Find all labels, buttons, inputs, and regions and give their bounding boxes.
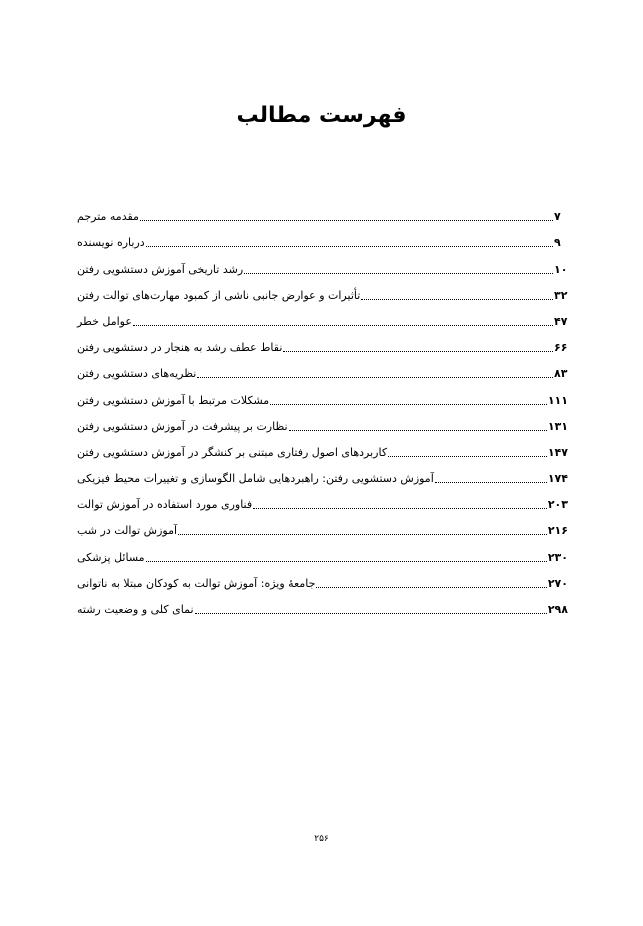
toc-entry — [75, 224, 568, 250]
dot-leader — [435, 482, 547, 483]
toc-entry-title: مقدمه مترجم — [77, 210, 139, 224]
toc-entry — [75, 460, 568, 486]
dot-leader — [195, 613, 547, 614]
toc-entry-page-number: ۷ — [554, 210, 561, 224]
dot-leader — [133, 325, 553, 326]
toc-entry-title: آموزش توالت در شب — [77, 524, 178, 538]
toc-entry — [75, 538, 568, 564]
toc-entry-page-number: ۳۲ — [554, 288, 568, 302]
toc-entry-page-number: ۱۴۷ — [547, 445, 568, 459]
toc-entry-title: عوامل خطر — [77, 314, 132, 328]
toc-entry-page-number: ۹ — [554, 236, 561, 250]
toc-entry-title: رشد تاریخی آموزش دستشویی رفتن — [77, 262, 244, 276]
dot-leader — [244, 273, 553, 274]
toc-entry — [75, 355, 568, 381]
dot-leader — [253, 508, 547, 509]
dot-leader — [289, 430, 547, 431]
toc-entry-title: آموزش دستشویی رفتن: راهبردهایی شامل الگوسازی و تغییرات محیط فیزیکی — [77, 472, 434, 486]
dot-leader — [146, 561, 547, 562]
toc-entry-title: مسائل پزشکی — [77, 550, 145, 564]
dot-leader — [197, 377, 553, 378]
toc-entry — [75, 277, 568, 303]
toc-entry-page-number: ۱۷۴ — [547, 472, 568, 486]
toc-entry-page-number: ۲۱۶ — [547, 524, 568, 538]
toc-entry-page-number: ۱۳۱ — [547, 419, 568, 433]
toc-entry-page-number: ۲۷۰ — [547, 576, 568, 590]
dot-leader — [316, 587, 546, 588]
toc-entry-title: فناوری مورد استفاده در آموزش توالت — [77, 498, 253, 512]
dot-leader — [361, 299, 553, 300]
toc-entry-title: نظارت بر پیشرفت در آموزش دستشویی رفتن — [77, 419, 288, 433]
toc-entry-page-number: ۲۳۰ — [547, 550, 568, 564]
toc-entry-title: درباره نویسنده — [77, 236, 145, 250]
toc-entry-page-number: ۴۷ — [554, 314, 568, 328]
toc-entry-title: جامعهٔ ویژه: آموزش توالت به کودکان مبتلا به ناتوانی — [77, 576, 316, 590]
toc-entry-title: کاربردهای اصول رفتاری مبتنی بر کنشگر در آموزش دستشویی رفتن — [77, 445, 388, 459]
toc-entry-title: تأثیرات و عوارض جانبی ناشی از کمبود مهارت‌های توالت رفتن — [77, 288, 361, 302]
dot-leader — [388, 456, 547, 457]
toc-entry — [75, 381, 568, 407]
dot-leader — [146, 246, 553, 247]
toc-entry-page-number: ۶۶ — [554, 341, 568, 355]
toc-entry — [75, 408, 568, 434]
toc-entry — [75, 303, 568, 329]
page-title: فهرست مطالب — [236, 103, 407, 128]
toc-entry — [75, 512, 568, 538]
toc-entry-title: نظریه‌های دستشویی رفتن — [77, 367, 197, 381]
toc-entry-page-number: ۲۹۸ — [547, 603, 568, 616]
toc-entry-page-number: ۱۱۱ — [547, 393, 568, 407]
toc-entry-title: نقاط عطف رشد به هنجار در دستشویی رفتن — [77, 341, 283, 355]
toc-entry — [75, 329, 568, 355]
toc-entry-title: مشکلات مرتبط با آموزش دستشویی رفتن — [77, 393, 270, 407]
dot-leader — [140, 220, 553, 221]
toc-entry-title: نمای کلی و وضعیت رشته — [77, 603, 194, 616]
toc-entry-page-number: ۱۰ — [554, 262, 568, 276]
toc-entry-page-number: ۸۳ — [554, 367, 568, 381]
toc-entry — [75, 250, 568, 276]
toc-entry — [75, 486, 568, 512]
toc-entry-page-number: ۲۰۳ — [547, 498, 568, 512]
toc-entry — [75, 198, 568, 224]
toc-entry — [75, 434, 568, 460]
dot-leader — [270, 404, 547, 405]
table-of-contents — [75, 198, 568, 617]
toc-entry — [75, 565, 568, 591]
toc-entry — [75, 591, 568, 617]
dot-leader — [178, 534, 547, 535]
page-number: ۲۵۶ — [314, 834, 329, 844]
dot-leader — [283, 351, 553, 352]
